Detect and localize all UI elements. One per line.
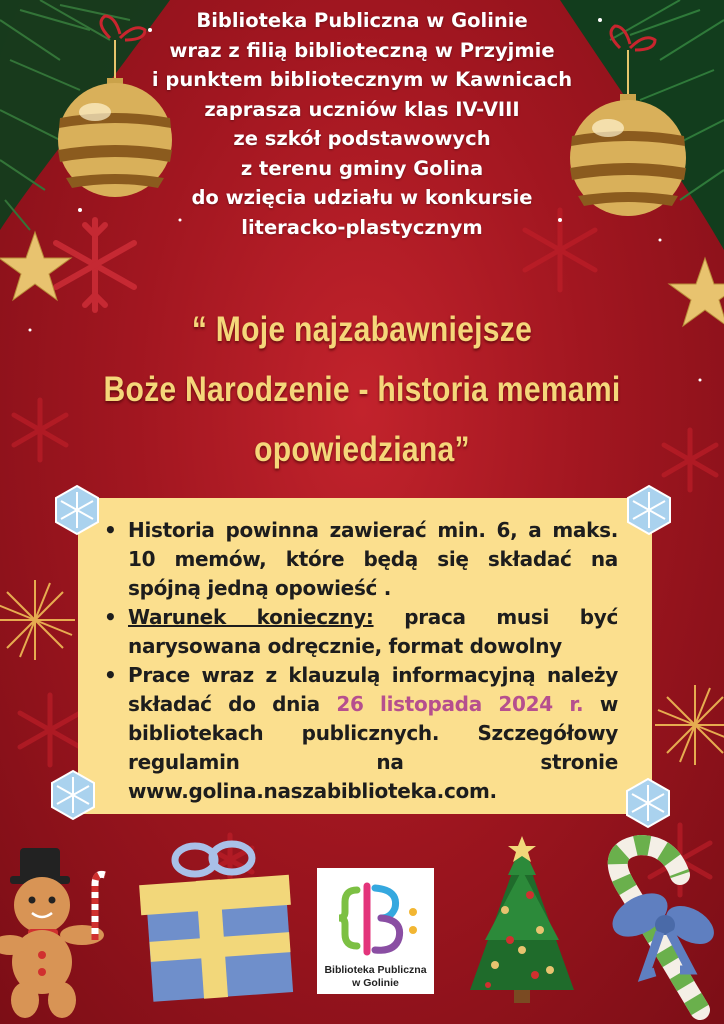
christmas-tree-icon <box>470 836 574 1003</box>
rule-condition-label: Warunek konieczny: <box>128 605 374 629</box>
library-logo <box>317 868 434 994</box>
library-logo-mark <box>317 868 434 964</box>
library-logo-text <box>317 964 434 990</box>
intro-line: ze szkół podstawowych <box>233 127 491 150</box>
intro-line: wraz z filią biblioteczną w Przyjmie <box>169 38 555 62</box>
title-line: Boże Narodzenie - historia memami <box>103 370 621 409</box>
rule-text: Historia powinna zawierać min. 6, a maks. 10 memów, które będą się składać na spójną jedną opowieść . <box>128 518 618 600</box>
logo-line: w Golinie <box>352 977 399 989</box>
deadline-date: 26 listopada 2024 r. <box>336 692 584 716</box>
title-line: opowiedziana” <box>254 430 470 469</box>
rule-text: Prace wraz z klauzulą informacyjną należy składać do dnia <box>128 663 618 716</box>
intro-line: z terenu gminy Golina <box>240 156 484 180</box>
title-line: “ Moje najzabawniejsze <box>191 310 533 349</box>
gingerbread-man-icon <box>0 848 105 1018</box>
intro-line: zaprasza uczniów klas IV-VIII <box>204 97 520 121</box>
rule-text: w bibliotekach publicznych. Szczegółowy regulamin na stronie www.golina.naszabiblioteka.com. <box>128 692 619 803</box>
intro-line: literacko-plastycznym <box>241 215 483 239</box>
intro-line: Biblioteka Publiczna w Golinie <box>196 9 528 32</box>
intro-line: i punktem bibliotecznym w Kawnicach <box>151 68 573 91</box>
candy-cane-icon <box>605 845 720 1010</box>
rule-text: praca musi być narysowana odręcznie, format dowolny <box>128 605 618 658</box>
logo-line: Biblioteka Publiczna <box>324 964 427 976</box>
gift-box-icon <box>139 844 293 1002</box>
intro-line: do wzięcia udziału w konkursie <box>191 186 533 209</box>
